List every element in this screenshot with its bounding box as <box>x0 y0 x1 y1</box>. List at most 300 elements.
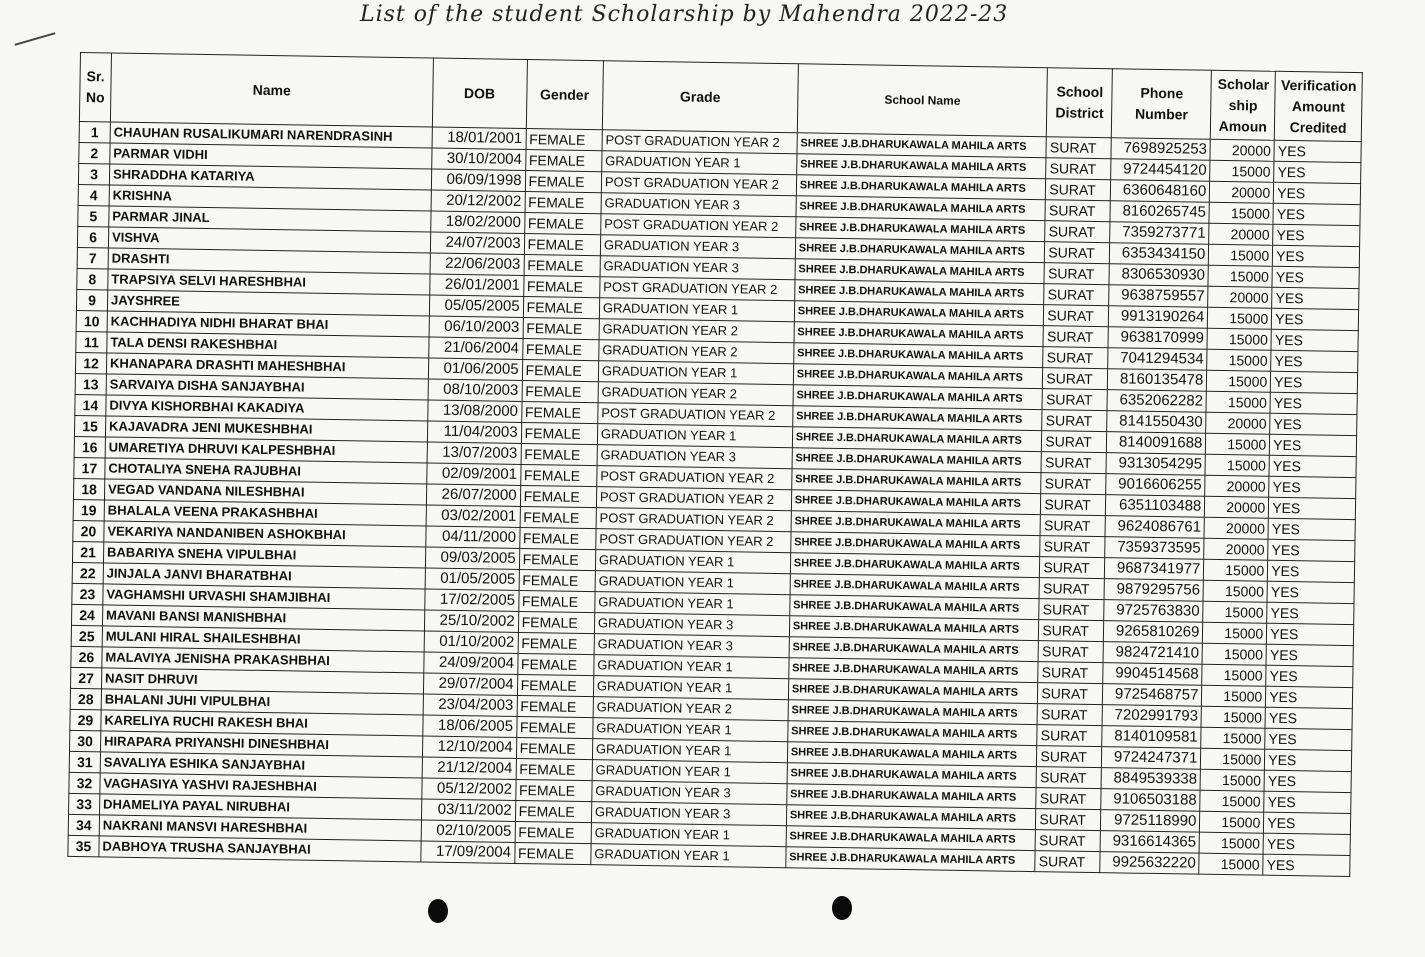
cell-verification: YES <box>1269 497 1356 519</box>
cell-scholarship-amount: 15000 <box>1204 559 1268 581</box>
cell-gender: FEMALE <box>516 737 593 759</box>
cell-verification: YES <box>1274 140 1361 162</box>
cell-school-district: SURAT <box>1044 305 1109 327</box>
cell-school-name: SHREE J.B.DHARUKAWALA MAHILA ARTS <box>790 595 1040 620</box>
cell-verification: YES <box>1263 854 1350 876</box>
cell-name: SAVALIYA ESHIKA SANJAYBHAI <box>100 752 422 778</box>
cell-sr-no: 8 <box>77 268 108 289</box>
cell-scholarship-amount: 15000 <box>1208 265 1272 287</box>
cell-grade: GRADUATION YEAR 1 <box>591 823 786 847</box>
cell-school-name: SHREE J.B.DHARUKAWALA MAHILA ARTS <box>787 742 1037 767</box>
cell-school-name: SHREE J.B.DHARUKAWALA MAHILA ARTS <box>786 826 1036 851</box>
cell-sr-no: 30 <box>70 730 101 751</box>
cell-verification: YES <box>1264 770 1351 792</box>
cell-gender: FEMALE <box>520 506 597 528</box>
cell-phone-number: 9824721410 <box>1103 642 1202 665</box>
cell-gender: FEMALE <box>525 192 602 214</box>
header-grade: Grade <box>602 61 798 133</box>
cell-scholarship-amount: 15000 <box>1199 832 1263 854</box>
cell-name: KAJAVADRA JENI MUKESHBHAI <box>105 416 427 442</box>
cell-phone-number: 9638759557 <box>1109 285 1208 308</box>
cell-verification: YES <box>1272 266 1359 288</box>
cell-phone-number: 6351103488 <box>1106 495 1205 518</box>
cell-phone-number: 8160265745 <box>1110 201 1209 224</box>
cell-school-district: SURAT <box>1043 368 1108 390</box>
cell-school-district: SURAT <box>1037 725 1102 747</box>
cell-grade: GRADUATION YEAR 1 <box>599 298 794 322</box>
cell-school-name: SHREE J.B.DHARUKAWALA MAHILA ARTS <box>794 301 1044 326</box>
cell-gender: FEMALE <box>523 275 600 297</box>
cell-phone-number: 9725118990 <box>1101 810 1200 833</box>
cell-verification: YES <box>1271 350 1358 372</box>
cell-grade: GRADUATION YEAR 1 <box>595 592 790 616</box>
cell-sr-no: 9 <box>76 289 107 310</box>
cell-sr-no: 13 <box>75 373 106 394</box>
cell-school-name: SHREE J.B.DHARUKAWALA MAHILA ARTS <box>791 490 1041 515</box>
cell-name: SHRADDHA KATARIYA <box>109 164 431 190</box>
cell-name: KRISHNA <box>109 185 431 211</box>
cell-grade: GRADUATION YEAR 3 <box>594 613 789 637</box>
cell-dob: 25/10/2002 <box>424 610 518 632</box>
cell-school-name: SHREE J.B.DHARUKAWALA MAHILA ARTS <box>789 616 1039 641</box>
cell-school-name: SHREE J.B.DHARUKAWALA MAHILA ARTS <box>794 280 1044 305</box>
cell-name: SARVAIYA DISHA SANJAYBHAI <box>106 374 428 400</box>
cell-grade: GRADUATION YEAR 2 <box>599 319 794 343</box>
cell-verification: YES <box>1263 833 1350 855</box>
cell-phone-number: 8140091688 <box>1107 432 1206 455</box>
handwritten-title: List of the student Scholarship by Mahendra 2022-23 <box>360 2 1009 27</box>
cell-grade: GRADUATION YEAR 1 <box>597 424 792 448</box>
cell-gender: FEMALE <box>522 338 599 360</box>
cell-verification: YES <box>1270 434 1357 456</box>
cell-gender: FEMALE <box>522 380 599 402</box>
header-dob: DOB <box>432 58 527 128</box>
cell-sr-no: 29 <box>70 709 101 730</box>
cell-name: JINJALA JANVI BHARATBHAI <box>103 563 425 589</box>
cell-dob: 06/10/2003 <box>429 316 523 338</box>
cell-phone-number: 9106503188 <box>1101 789 1200 812</box>
cell-gender: FEMALE <box>521 422 598 444</box>
cell-school-district: SURAT <box>1036 767 1101 789</box>
cell-sr-no: 34 <box>68 814 99 835</box>
cell-verification: YES <box>1274 161 1361 183</box>
cell-grade: GRADUATION YEAR 1 <box>592 739 787 763</box>
cell-verification: YES <box>1266 665 1353 687</box>
cell-sr-no: 5 <box>78 205 109 226</box>
cell-scholarship-amount: 20000 <box>1209 223 1273 245</box>
cell-scholarship-amount: 15000 <box>1203 580 1267 602</box>
cell-verification: YES <box>1265 749 1352 771</box>
cell-school-district: SURAT <box>1039 620 1104 642</box>
cell-scholarship-amount: 15000 <box>1208 307 1272 329</box>
cell-school-name: SHREE J.B.DHARUKAWALA MAHILA ARTS <box>793 343 1043 368</box>
cell-dob: 26/01/2001 <box>429 274 523 296</box>
cell-scholarship-amount: 15000 <box>1209 202 1273 224</box>
cell-gender: FEMALE <box>518 632 595 654</box>
cell-scholarship-amount: 15000 <box>1202 685 1266 707</box>
cell-phone-number: 7359273771 <box>1110 222 1209 245</box>
cell-school-name: SHREE J.B.DHARUKAWALA MAHILA ARTS <box>792 427 1042 452</box>
cell-phone-number: 9624086761 <box>1105 516 1204 539</box>
cell-gender: FEMALE <box>514 842 591 864</box>
header-school-name: School Name <box>797 64 1048 137</box>
scholarship-table <box>67 52 1362 877</box>
header-scholarship-amount: Scholar ship Amoun <box>1211 70 1276 140</box>
cell-phone-number: 6360648160 <box>1111 180 1210 203</box>
cell-dob: 21/12/2004 <box>422 757 516 779</box>
cell-school-name: SHREE J.B.DHARUKAWALA MAHILA ARTS <box>791 532 1041 557</box>
cell-name: KHANAPARA DRASHTI MAHESHBHAI <box>106 353 428 379</box>
cell-name: VAGHASIYA YASHVI RAJESHBHAI <box>100 773 422 799</box>
cell-sr-no: 28 <box>70 688 101 709</box>
cell-name: HIRAPARA PRIYANSHI DINESHBHAI <box>100 731 422 757</box>
cell-gender: FEMALE <box>519 569 596 591</box>
cell-gender: FEMALE <box>520 464 597 486</box>
cell-grade: GRADUATION YEAR 1 <box>591 844 786 868</box>
cell-school-district: SURAT <box>1044 263 1109 285</box>
cell-dob: 17/02/2005 <box>424 589 518 611</box>
cell-verification: YES <box>1264 791 1351 813</box>
cell-grade: POST GRADUATION YEAR 2 <box>596 508 791 532</box>
cell-phone-number: 9925632220 <box>1100 852 1199 875</box>
cell-name: DHAMELIYA PAYAL NIRUBHAI <box>99 794 421 820</box>
cell-school-district: SURAT <box>1045 200 1110 222</box>
cell-gender: FEMALE <box>523 317 600 339</box>
cell-school-district: SURAT <box>1035 851 1100 873</box>
header-verification: Verification Amount Credited <box>1275 71 1363 141</box>
header-phone-number: Phone Number <box>1112 69 1212 140</box>
cell-name: DRASHTI <box>108 248 430 274</box>
cell-scholarship-amount: 15000 <box>1209 244 1273 266</box>
header-sr-no: Sr. No <box>79 53 111 122</box>
cell-verification: YES <box>1268 560 1355 582</box>
cell-dob: 17/09/2004 <box>421 841 515 863</box>
cell-sr-no: 27 <box>71 667 102 688</box>
cell-sr-no: 6 <box>77 226 108 247</box>
cell-gender: FEMALE <box>523 296 600 318</box>
cell-verification: YES <box>1268 518 1355 540</box>
cell-school-name: SHREE J.B.DHARUKAWALA MAHILA ARTS <box>796 196 1046 221</box>
cell-scholarship-amount: 15000 <box>1205 454 1269 476</box>
cell-phone-number: 9904514568 <box>1103 663 1202 686</box>
cell-verification: YES <box>1270 413 1357 435</box>
cell-school-district: SURAT <box>1038 641 1103 663</box>
cell-school-name: SHREE J.B.DHARUKAWALA MAHILA ARTS <box>788 721 1038 746</box>
cell-scholarship-amount: 15000 <box>1199 853 1263 875</box>
cell-grade: POST GRADUATION YEAR 2 <box>596 487 791 511</box>
cell-school-name: SHREE J.B.DHARUKAWALA MAHILA ARTS <box>792 469 1042 494</box>
cell-verification: YES <box>1265 707 1352 729</box>
cell-grade: GRADUATION YEAR 1 <box>602 151 797 175</box>
cell-school-district: SURAT <box>1037 704 1102 726</box>
cell-gender: FEMALE <box>520 485 597 507</box>
cell-sr-no: 15 <box>74 415 105 436</box>
cell-grade: GRADUATION YEAR 3 <box>600 256 795 280</box>
cell-sr-no: 24 <box>71 604 102 625</box>
cell-sr-no: 2 <box>79 142 110 163</box>
cell-grade: GRADUATION YEAR 1 <box>593 676 788 700</box>
cell-phone-number: 8306530930 <box>1109 264 1208 287</box>
cell-sr-no: 26 <box>71 646 102 667</box>
cell-scholarship-amount: 15000 <box>1203 622 1267 644</box>
cell-scholarship-amount: 15000 <box>1210 160 1274 182</box>
cell-gender: FEMALE <box>517 653 594 675</box>
cell-sr-no: 4 <box>78 184 109 205</box>
cell-gender: FEMALE <box>519 548 596 570</box>
cell-name: DABHOYA TRUSHA SANJAYBHAI <box>99 836 421 862</box>
cell-sr-no: 16 <box>74 436 105 457</box>
cell-gender: FEMALE <box>521 401 598 423</box>
cell-school-name: SHREE J.B.DHARUKAWALA MAHILA ARTS <box>796 154 1046 179</box>
cell-school-district: SURAT <box>1041 473 1106 495</box>
cell-phone-number: 6353434150 <box>1110 243 1209 266</box>
cell-dob: 29/07/2004 <box>423 673 517 695</box>
cell-dob: 18/02/2000 <box>430 211 524 233</box>
cell-scholarship-amount: 15000 <box>1200 790 1264 812</box>
cell-scholarship-amount: 20000 <box>1205 496 1269 518</box>
cell-gender: FEMALE <box>517 674 594 696</box>
cell-grade: POST GRADUATION YEAR 2 <box>597 466 792 490</box>
cell-name: CHOTALIYA SNEHA RAJUBHAI <box>105 458 427 484</box>
cell-phone-number: 9016606255 <box>1106 474 1205 497</box>
cell-dob: 23/04/2003 <box>423 694 517 716</box>
cell-gender: FEMALE <box>524 213 601 235</box>
punch-hole-right <box>832 896 852 920</box>
cell-school-name: SHREE J.B.DHARUKAWALA MAHILA ARTS <box>787 763 1037 788</box>
cell-name: MAVANI BANSI MANISHBHAI <box>102 605 424 631</box>
cell-scholarship-amount: 15000 <box>1201 748 1265 770</box>
cell-grade: POST GRADUATION YEAR 2 <box>601 214 796 238</box>
cell-grade: POST GRADUATION YEAR 2 <box>601 172 796 196</box>
cell-sr-no: 25 <box>71 625 102 646</box>
cell-phone-number: 9724454120 <box>1111 159 1210 182</box>
cell-school-name: SHREE J.B.DHARUKAWALA MAHILA ARTS <box>793 385 1043 410</box>
cell-scholarship-amount: 20000 <box>1204 517 1268 539</box>
cell-phone-number: 8849539338 <box>1101 768 1200 791</box>
cell-school-name: SHREE J.B.DHARUKAWALA MAHILA ARTS <box>792 406 1042 431</box>
cell-verification: YES <box>1270 392 1357 414</box>
cell-gender: FEMALE <box>516 758 593 780</box>
cell-name: UMARETIYA DHRUVI KALPESHBHAI <box>105 437 427 463</box>
cell-dob: 13/08/2000 <box>427 400 521 422</box>
cell-scholarship-amount: 15000 <box>1200 811 1264 833</box>
cell-verification: YES <box>1273 203 1360 225</box>
cell-grade: GRADUATION YEAR 3 <box>592 781 787 805</box>
cell-scholarship-amount: 15000 <box>1203 601 1267 623</box>
cell-sr-no: 10 <box>76 310 107 331</box>
cell-verification: YES <box>1266 686 1353 708</box>
cell-school-district: SURAT <box>1037 746 1102 768</box>
cell-phone-number: 7359373595 <box>1105 537 1204 560</box>
cell-school-name: SHREE J.B.DHARUKAWALA MAHILA ARTS <box>789 637 1039 662</box>
cell-phone-number: 6352062282 <box>1107 390 1206 413</box>
cell-gender: FEMALE <box>524 254 601 276</box>
cell-school-name: SHREE J.B.DHARUKAWALA MAHILA ARTS <box>787 784 1037 809</box>
cell-school-district: SURAT <box>1046 158 1111 180</box>
cell-dob: 01/06/2005 <box>428 358 522 380</box>
cell-dob: 09/03/2005 <box>425 547 519 569</box>
cell-verification: YES <box>1269 476 1356 498</box>
cell-verification: YES <box>1274 182 1361 204</box>
cell-phone-number: 7041294534 <box>1108 348 1207 371</box>
cell-phone-number: 8160135478 <box>1108 369 1207 392</box>
cell-scholarship-amount: 15000 <box>1206 433 1270 455</box>
cell-gender: FEMALE <box>526 129 603 151</box>
cell-phone-number: 9687341977 <box>1105 558 1204 581</box>
cell-name: VISHVA <box>108 227 430 253</box>
cell-school-name: SHREE J.B.DHARUKAWALA MAHILA ARTS <box>789 658 1039 683</box>
cell-phone-number: 9725763830 <box>1104 600 1203 623</box>
cell-sr-no: 17 <box>74 457 105 478</box>
cell-phone-number: 7202991793 <box>1102 705 1201 728</box>
cell-scholarship-amount: 20000 <box>1210 181 1274 203</box>
cell-school-district: SURAT <box>1042 410 1107 432</box>
cell-name: NAKRANI MANSVI HARESHBHAI <box>99 815 421 841</box>
cell-dob: 24/09/2004 <box>424 652 518 674</box>
header-school-district: School District <box>1047 68 1113 138</box>
cell-sr-no: 31 <box>69 751 100 772</box>
cell-school-name: SHREE J.B.DHARUKAWALA MAHILA ARTS <box>788 679 1038 704</box>
cell-sr-no: 14 <box>75 394 106 415</box>
cell-grade: GRADUATION YEAR 3 <box>591 802 786 826</box>
cell-name: MULANI HIRAL SHAILESHBHAI <box>102 626 424 652</box>
cell-scholarship-amount: 15000 <box>1202 643 1266 665</box>
cell-school-name: SHREE J.B.DHARUKAWALA MAHILA ARTS <box>796 175 1046 200</box>
cell-grade: POST GRADUATION YEAR 2 <box>600 277 795 301</box>
cell-dob: 21/06/2004 <box>428 337 522 359</box>
cell-verification: YES <box>1271 371 1358 393</box>
cell-gender: FEMALE <box>521 443 598 465</box>
cell-gender: FEMALE <box>515 821 592 843</box>
cell-name: PARMAR VIDHI <box>110 143 432 169</box>
cell-phone-number: 9265810269 <box>1104 621 1203 644</box>
cell-dob: 05/12/2002 <box>422 778 516 800</box>
cell-school-district: SURAT <box>1046 179 1111 201</box>
cell-gender: FEMALE <box>525 150 602 172</box>
cell-verification: YES <box>1264 812 1351 834</box>
cell-phone-number: 8141550430 <box>1107 411 1206 434</box>
cell-phone-number: 9725468757 <box>1103 684 1202 707</box>
cell-school-district: SURAT <box>1040 536 1105 558</box>
cell-school-name: SHREE J.B.DHARUKAWALA MAHILA ARTS <box>786 805 1036 830</box>
cell-grade: GRADUATION YEAR 1 <box>595 571 790 595</box>
cell-gender: FEMALE <box>515 779 592 801</box>
header-name: Name <box>110 53 433 127</box>
cell-dob: 06/09/1998 <box>431 169 525 191</box>
cell-school-district: SURAT <box>1040 515 1105 537</box>
cell-school-district: SURAT <box>1043 347 1108 369</box>
cell-sr-no: 1 <box>79 121 110 142</box>
cell-name: BHALALA VEENA PRAKASHBHAI <box>104 500 426 526</box>
cell-dob: 04/11/2000 <box>425 526 519 548</box>
cell-school-name: SHREE J.B.DHARUKAWALA MAHILA ARTS <box>790 553 1040 578</box>
cell-school-district: SURAT <box>1042 431 1107 453</box>
cell-dob: 01/05/2005 <box>425 568 519 590</box>
cell-grade: GRADUATION YEAR 2 <box>598 382 793 406</box>
cell-gender: FEMALE <box>518 611 595 633</box>
cell-gender: FEMALE <box>519 527 596 549</box>
cell-name: BABARIYA SNEHA VIPULBHAI <box>103 542 425 568</box>
cell-name: VEKARIYA NANDANIBEN ASHOKBHAI <box>104 521 426 547</box>
cell-scholarship-amount: 20000 <box>1204 538 1268 560</box>
cell-school-district: SURAT <box>1039 599 1104 621</box>
cell-sr-no: 7 <box>77 247 108 268</box>
cell-school-district: SURAT <box>1045 242 1110 264</box>
cell-phone-number: 8140109581 <box>1102 726 1201 749</box>
cell-grade: GRADUATION YEAR 1 <box>592 760 787 784</box>
cell-gender: FEMALE <box>522 359 599 381</box>
cell-scholarship-amount: 20000 <box>1208 286 1272 308</box>
cell-sr-no: 32 <box>69 772 100 793</box>
cell-phone-number: 9724247371 <box>1102 747 1201 770</box>
cell-sr-no: 22 <box>72 562 103 583</box>
cell-sr-no: 21 <box>72 541 103 562</box>
cell-school-name: SHREE J.B.DHARUKAWALA MAHILA ARTS <box>791 511 1041 536</box>
cell-phone-number: 9316614365 <box>1100 831 1199 854</box>
cell-dob: 02/09/2001 <box>426 463 520 485</box>
cell-phone-number: 9913190264 <box>1109 306 1208 329</box>
cell-verification: YES <box>1269 455 1356 477</box>
cell-dob: 18/01/2001 <box>432 127 526 149</box>
header-gender: Gender <box>526 60 603 130</box>
cell-gender: FEMALE <box>515 800 592 822</box>
cell-name: MALAVIYA JENISHA PRAKASHBHAI <box>102 647 424 673</box>
cell-name: KARELIYA RUCHI RAKESH BHAI <box>101 710 423 736</box>
cell-school-name: SHREE J.B.DHARUKAWALA MAHILA ARTS <box>786 847 1036 872</box>
cell-school-district: SURAT <box>1039 578 1104 600</box>
cell-grade: POST GRADUATION YEAR 2 <box>598 403 793 427</box>
cell-dob: 11/04/2003 <box>427 421 521 443</box>
cell-verification: YES <box>1267 623 1354 645</box>
cell-phone-number: 9313054295 <box>1106 453 1205 476</box>
cell-school-name: SHREE J.B.DHARUKAWALA MAHILA ARTS <box>794 322 1044 347</box>
cell-dob: 05/05/2005 <box>429 295 523 317</box>
cell-verification: YES <box>1265 728 1352 750</box>
cell-school-district: SURAT <box>1038 662 1103 684</box>
cell-gender: FEMALE <box>524 234 601 256</box>
cell-sr-no: 12 <box>75 352 106 373</box>
cell-sr-no: 33 <box>69 793 100 814</box>
cell-school-name: SHREE J.B.DHARUKAWALA MAHILA ARTS <box>790 574 1040 599</box>
cell-school-district: SURAT <box>1041 452 1106 474</box>
cell-school-district: SURAT <box>1041 494 1106 516</box>
cell-grade: GRADUATION YEAR 3 <box>601 193 796 217</box>
cell-scholarship-amount: 15000 <box>1207 370 1271 392</box>
cell-gender: FEMALE <box>517 695 594 717</box>
cell-gender: FEMALE <box>525 171 602 193</box>
cell-name: DIVYA KISHORBHAI KAKADIYA <box>106 395 428 421</box>
cell-dob: 12/10/2004 <box>422 736 516 758</box>
cell-dob: 18/06/2005 <box>423 715 517 737</box>
cell-verification: YES <box>1273 224 1360 246</box>
cell-scholarship-amount: 15000 <box>1201 727 1265 749</box>
cell-verification: YES <box>1267 602 1354 624</box>
cell-dob: 20/12/2002 <box>431 190 525 212</box>
cell-name: NASIT DHRUVI <box>101 668 423 694</box>
cell-scholarship-amount: 15000 <box>1202 664 1266 686</box>
cell-verification: YES <box>1268 539 1355 561</box>
cell-dob: 13/07/2003 <box>427 442 521 464</box>
cell-scholarship-amount: 15000 <box>1207 328 1271 350</box>
cell-school-name: SHREE J.B.DHARUKAWALA MAHILA ARTS <box>795 217 1045 242</box>
cell-school-district: SURAT <box>1042 389 1107 411</box>
cell-sr-no: 19 <box>73 499 104 520</box>
cell-school-district: SURAT <box>1036 809 1101 831</box>
cell-sr-no: 23 <box>72 583 103 604</box>
cell-grade: GRADUATION YEAR 1 <box>594 655 789 679</box>
cell-verification: YES <box>1272 287 1359 309</box>
cell-verification: YES <box>1273 245 1360 267</box>
